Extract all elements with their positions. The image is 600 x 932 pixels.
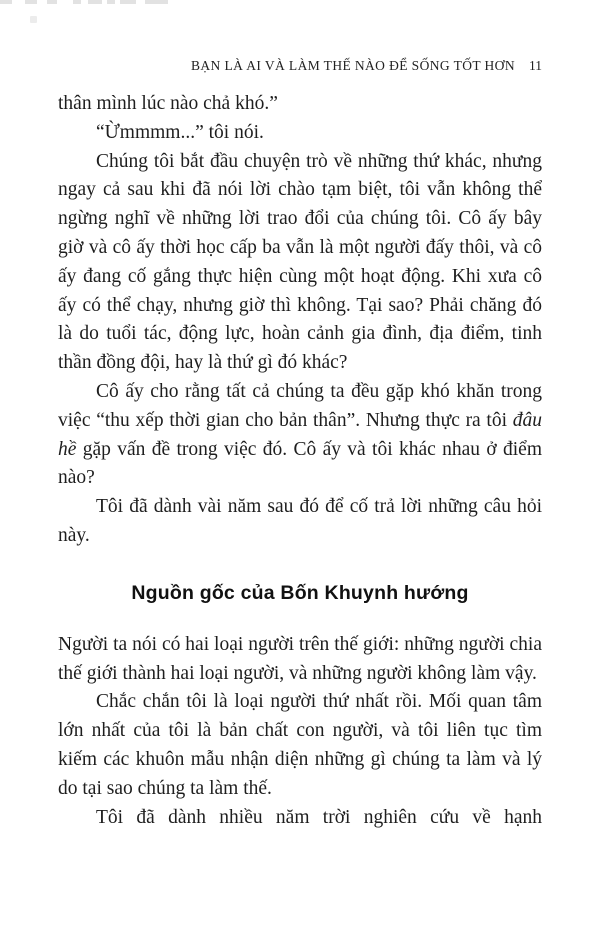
running-title: BẠN LÀ AI VÀ LÀM THẾ NÀO ĐỂ SỐNG TỐT HƠN (190, 58, 515, 73)
paragraph-continuation: thân mình lúc nào chả khó.” (58, 93, 278, 114)
paragraph-dialogue: “Ừmmmm...” tôi nói. (96, 121, 264, 143)
emphasized-phrase: đâu hề (58, 409, 542, 460)
paragraph-segment: gặp vấn đề trong việc đó. Cô ấy và tôi khác nhau ở điểm nào? (58, 438, 542, 489)
paragraph-page-break: Tôi đã dành nhiều năm trời nghiên cứu về hạnh (96, 806, 542, 828)
paragraph: Chúng tôi bắt đầu chuyện trò về những thứ khác, nhưng ngay cả sau khi đã nói lời chào tạm biệt, tôi vẫn không thể ngừng nghĩ về những lời trao đổi của chúng tôi. Cô ấy bây giờ và cô ấy thời học cấp ba vẫn là một người đấy thôi, và cô ấy đang cố gắng thực hiện cùng một hoạt động. Khi xưa cô ấy có thể chạy, nhưng giờ thì không. Tại sao? Phải chăng đó là do tuổi tác, động lực, hoàn cảnh gia đình, địa điểm, tinh thần đồng đội, hay là thứ gì đó khác? (58, 150, 542, 374)
section-heading: Nguồn gốc của Bốn Khuynh hướng (131, 581, 469, 604)
page-number: 11 (529, 58, 542, 73)
paragraph-with-emphasis (58, 378, 542, 493)
paragraph: Chắc chắn tôi là loại người thứ nhất rồi. Mối quan tâm lớn nhất của tôi là bản chất con người, và tôi liên tục tìm kiếm các khuôn mẫu nhận diện những gì chúng ta làm và lý do tại sao chúng ta làm thế. (58, 691, 542, 799)
paragraph-segment: Cô ấy cho rằng tất cả chúng ta đều gặp khó khăn trong việc “thu xếp thời gian cho bản thân”. Nhưng thực ra tôi (58, 380, 542, 431)
paragraph: Tôi đã dành vài năm sau đó để cố trả lời những câu hỏi này. (58, 496, 542, 546)
running-header (58, 57, 542, 74)
body-text-column (58, 90, 542, 832)
paragraph-section-opening: Người ta nói có hai loại người trên thế giới: những người chia thế giới thành hai loại người, và những người không làm vậy. (58, 633, 542, 684)
